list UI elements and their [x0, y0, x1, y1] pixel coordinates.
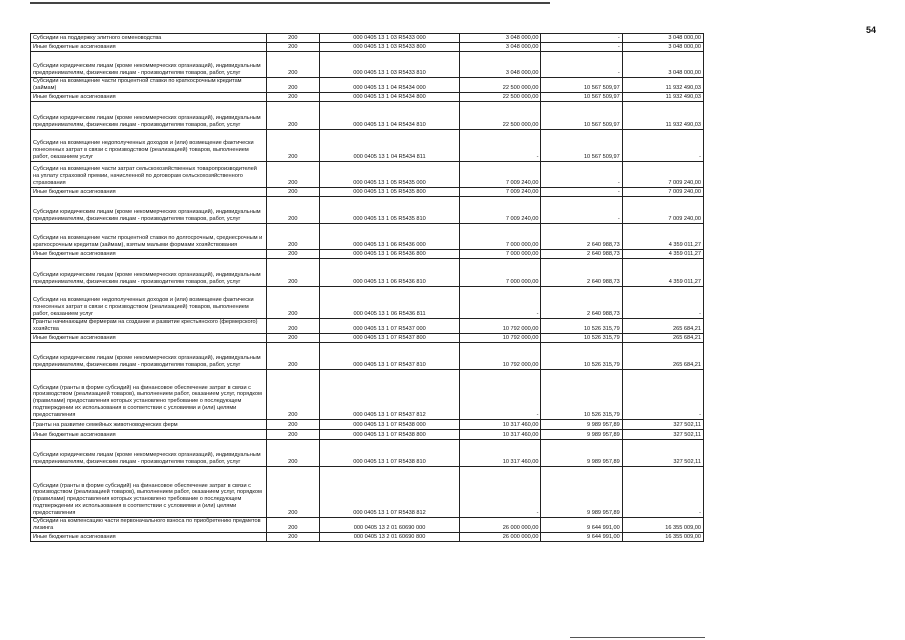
- row-admin-code-cell: 200: [266, 342, 319, 369]
- row-remaining-cell: -: [622, 369, 703, 419]
- row-admin-code-cell: 200: [266, 52, 319, 78]
- row-approved-cell: 7 009 240,00: [460, 161, 541, 187]
- table-row: [31, 92, 704, 101]
- row-name-cell: Субсидии на возмещение недополученных доходов и (или) возмещение фактически понесенных затрат в связи с производством (реализацией) товаров, выполнением работ, оказанием услуг: [31, 129, 267, 161]
- row-remaining-cell: 4 359 011,27: [622, 258, 703, 286]
- row-admin-code-cell: 200: [266, 34, 319, 43]
- row-admin-code-cell: 200: [266, 532, 319, 541]
- row-approved-cell: 10 792 000,00: [460, 318, 541, 333]
- row-name-cell: Субсидии юридическим лицам (кроме некоммерческих организаций), индивидуальным предпринимателям, физическим лицам - производителям товаров, работ, услуг: [31, 101, 267, 129]
- row-name-cell: Субсидии юридическим лицам (кроме некоммерческих организаций), индивидуальным предпринимателям, физическим лицам - производителям товаров, работ, услуг: [31, 439, 267, 466]
- row-name-cell: Иные бюджетные ассигнования: [31, 532, 267, 541]
- row-budget-code-cell: 000 0405 13 1 07 R5437 000: [319, 318, 459, 333]
- row-remaining-cell: 4 359 011,27: [622, 223, 703, 249]
- row-remaining-cell: 11 932 490,03: [622, 101, 703, 129]
- row-executed-cell: 10 567 509,97: [541, 78, 622, 93]
- row-executed-cell: -: [541, 52, 622, 78]
- row-approved-cell: 3 048 000,00: [460, 34, 541, 43]
- row-approved-cell: 7 009 240,00: [460, 187, 541, 196]
- row-executed-cell: 9 989 957,89: [541, 439, 622, 466]
- row-admin-code-cell: 200: [266, 196, 319, 223]
- row-executed-cell: 10 526 315,79: [541, 369, 622, 419]
- bottom-rule: [570, 637, 705, 638]
- row-executed-cell: 2 640 988,73: [541, 223, 622, 249]
- table-row: [31, 34, 704, 43]
- row-name-cell: Гранты на развитие семейных животноводческих ферм: [31, 419, 267, 429]
- row-remaining-cell: 265 684,21: [622, 342, 703, 369]
- table-row: [31, 52, 704, 78]
- row-name-cell: Субсидии на возмещение части затрат сельскохозяйственных товаропроизводителей на уплату страховой премии, начисленной по договорам сельскохозяйственного страхования: [31, 161, 267, 187]
- row-remaining-cell: 4 359 011,27: [622, 249, 703, 258]
- table-row: [31, 43, 704, 52]
- row-approved-cell: -: [460, 369, 541, 419]
- row-executed-cell: 10 567 509,97: [541, 92, 622, 101]
- row-name-cell: Иные бюджетные ассигнования: [31, 333, 267, 342]
- row-approved-cell: 3 048 000,00: [460, 52, 541, 78]
- row-remaining-cell: 7 009 240,00: [622, 187, 703, 196]
- row-remaining-cell: -: [622, 286, 703, 318]
- row-approved-cell: 22 500 000,00: [460, 92, 541, 101]
- row-budget-code-cell: 000 0405 13 1 06 R5436 000: [319, 223, 459, 249]
- row-name-cell: Иные бюджетные ассигнования: [31, 92, 267, 101]
- row-approved-cell: -: [460, 286, 541, 318]
- row-approved-cell: 10 792 000,00: [460, 333, 541, 342]
- row-executed-cell: -: [541, 34, 622, 43]
- row-name-cell: Субсидии на возмещение недополученных доходов и (или) возмещение фактически понесенных затрат в связи с производством (реализацией) товаров, выполнением работ, оказанием услуг: [31, 286, 267, 318]
- row-name-cell: Субсидии юридическим лицам (кроме некоммерческих организаций), индивидуальным предпринимателям, физическим лицам - производителям товаров, работ, услуг: [31, 342, 267, 369]
- table-row: [31, 286, 704, 318]
- row-budget-code-cell: 000 0405 13 1 05 R5435 810: [319, 196, 459, 223]
- table-row: [31, 129, 704, 161]
- row-approved-cell: -: [460, 466, 541, 517]
- row-budget-code-cell: 000 0405 13 1 06 R5436 800: [319, 249, 459, 258]
- row-budget-code-cell: 000 0405 13 1 07 R5438 000: [319, 419, 459, 429]
- page-number: 54: [866, 25, 877, 35]
- row-executed-cell: 9 989 957,89: [541, 429, 622, 439]
- row-admin-code-cell: 200: [266, 286, 319, 318]
- row-executed-cell: 9 989 957,89: [541, 466, 622, 517]
- table-row: [31, 419, 704, 429]
- row-admin-code-cell: 200: [266, 223, 319, 249]
- row-budget-code-cell: 000 0405 13 1 07 R5437 810: [319, 342, 459, 369]
- row-approved-cell: 10 792 000,00: [460, 342, 541, 369]
- row-remaining-cell: -: [622, 129, 703, 161]
- row-name-cell: Субсидии на возмещение части процентной ставки по краткосрочным кредитам (займам): [31, 78, 267, 93]
- table-row: [31, 249, 704, 258]
- row-remaining-cell: -: [622, 466, 703, 517]
- table-row: [31, 369, 704, 419]
- row-name-cell: Субсидии юридическим лицам (кроме некоммерческих организаций), индивидуальным предпринимателям, физическим лицам - производителям товаров, работ, услуг: [31, 52, 267, 78]
- row-name-cell: Субсидии на поддержку элитного семеноводства: [31, 34, 267, 43]
- table-row: [31, 223, 704, 249]
- row-budget-code-cell: 000 0405 13 1 07 R5438 812: [319, 466, 459, 517]
- row-budget-code-cell: 000 0405 13 1 03 R5433 000: [319, 34, 459, 43]
- row-budget-code-cell: 000 0405 13 1 04 R5434 000: [319, 78, 459, 93]
- row-name-cell: Иные бюджетные ассигнования: [31, 187, 267, 196]
- row-executed-cell: 2 640 988,73: [541, 249, 622, 258]
- table-row: [31, 258, 704, 286]
- row-admin-code-cell: 200: [266, 466, 319, 517]
- table-row: [31, 78, 704, 93]
- table-row: [31, 318, 704, 333]
- table-row: [31, 429, 704, 439]
- row-executed-cell: 10 567 509,97: [541, 101, 622, 129]
- row-admin-code-cell: 200: [266, 92, 319, 101]
- row-executed-cell: 2 640 988,73: [541, 258, 622, 286]
- row-budget-code-cell: 000 0405 13 1 07 R5438 810: [319, 439, 459, 466]
- row-remaining-cell: 11 932 490,03: [622, 92, 703, 101]
- row-executed-cell: 2 640 988,73: [541, 286, 622, 318]
- row-name-cell: Субсидии (гранты в форме субсидий) на финансовое обеспечение затрат в связи с производством (реализацией товаров), выполнением работ, оказанием услуг, порядком (правилами) предоставления которых установлено требование о последующем подтверждении их использования в соответствии с условиями и (или) целями предоставления: [31, 369, 267, 419]
- row-admin-code-cell: 200: [266, 369, 319, 419]
- row-name-cell: Субсидии юридическим лицам (кроме некоммерческих организаций), индивидуальным предпринимателям, физическим лицам - производителям товаров, работ, услуг: [31, 196, 267, 223]
- row-name-cell: Иные бюджетные ассигнования: [31, 43, 267, 52]
- row-approved-cell: 26 000 000,00: [460, 517, 541, 532]
- row-remaining-cell: 11 932 490,03: [622, 78, 703, 93]
- row-approved-cell: 10 317 460,00: [460, 429, 541, 439]
- row-executed-cell: 9 644 991,00: [541, 517, 622, 532]
- row-budget-code-cell: 000 0405 13 2 01 60690 000: [319, 517, 459, 532]
- table-row: [31, 439, 704, 466]
- row-executed-cell: -: [541, 161, 622, 187]
- row-admin-code-cell: 200: [266, 258, 319, 286]
- row-name-cell: Субсидии на возмещение части процентной ставки по долгосрочным, среднесрочным и краткосрочным кредитам (займам), взятым малыми формами хозяйствования: [31, 223, 267, 249]
- row-remaining-cell: 3 048 000,00: [622, 52, 703, 78]
- row-executed-cell: -: [541, 196, 622, 223]
- row-approved-cell: 26 000 000,00: [460, 532, 541, 541]
- row-admin-code-cell: 200: [266, 78, 319, 93]
- row-remaining-cell: 327 502,11: [622, 419, 703, 429]
- budget-table-body: [31, 34, 704, 542]
- row-executed-cell: 10 526 315,79: [541, 342, 622, 369]
- row-budget-code-cell: 000 0405 13 1 04 R5434 811: [319, 129, 459, 161]
- row-admin-code-cell: 200: [266, 249, 319, 258]
- budget-table: [30, 33, 704, 542]
- row-budget-code-cell: 000 0405 13 1 03 R5433 800: [319, 43, 459, 52]
- table-row: [31, 333, 704, 342]
- row-approved-cell: 10 317 460,00: [460, 419, 541, 429]
- row-executed-cell: 9 644 991,00: [541, 532, 622, 541]
- table-row: [31, 187, 704, 196]
- row-approved-cell: 22 500 000,00: [460, 101, 541, 129]
- table-row: [31, 466, 704, 517]
- row-admin-code-cell: 200: [266, 101, 319, 129]
- table-row: [31, 101, 704, 129]
- row-remaining-cell: 3 048 000,00: [622, 43, 703, 52]
- row-remaining-cell: 327 502,11: [622, 439, 703, 466]
- row-admin-code-cell: 200: [266, 419, 319, 429]
- table-row: [31, 161, 704, 187]
- row-admin-code-cell: 200: [266, 161, 319, 187]
- row-remaining-cell: 7 009 240,00: [622, 196, 703, 223]
- row-approved-cell: 10 317 460,00: [460, 439, 541, 466]
- row-name-cell: Иные бюджетные ассигнования: [31, 249, 267, 258]
- row-remaining-cell: 265 684,21: [622, 318, 703, 333]
- row-approved-cell: 3 048 000,00: [460, 43, 541, 52]
- row-executed-cell: 9 989 957,89: [541, 419, 622, 429]
- row-approved-cell: 7 009 240,00: [460, 196, 541, 223]
- row-remaining-cell: 7 009 240,00: [622, 161, 703, 187]
- row-admin-code-cell: 200: [266, 43, 319, 52]
- top-rule: [30, 2, 550, 4]
- row-budget-code-cell: 000 0405 13 1 06 R5436 811: [319, 286, 459, 318]
- row-admin-code-cell: 200: [266, 439, 319, 466]
- row-budget-code-cell: 000 0405 13 1 07 R5438 800: [319, 429, 459, 439]
- row-admin-code-cell: 200: [266, 429, 319, 439]
- row-budget-code-cell: 000 0405 13 1 07 R5437 800: [319, 333, 459, 342]
- row-remaining-cell: 16 355 009,00: [622, 532, 703, 541]
- row-budget-code-cell: 000 0405 13 1 04 R5434 800: [319, 92, 459, 101]
- row-admin-code-cell: 200: [266, 129, 319, 161]
- row-approved-cell: -: [460, 129, 541, 161]
- row-budget-code-cell: 000 0405 13 1 05 R5435 000: [319, 161, 459, 187]
- row-budget-code-cell: 000 0405 13 1 06 R5436 810: [319, 258, 459, 286]
- table-row: [31, 342, 704, 369]
- row-budget-code-cell: 000 0405 13 2 01 60690 800: [319, 532, 459, 541]
- row-admin-code-cell: 200: [266, 517, 319, 532]
- table-row: [31, 532, 704, 541]
- row-budget-code-cell: 000 0405 13 1 03 R5433 810: [319, 52, 459, 78]
- row-approved-cell: 7 000 000,00: [460, 223, 541, 249]
- row-admin-code-cell: 200: [266, 318, 319, 333]
- row-budget-code-cell: 000 0405 13 1 05 R5435 800: [319, 187, 459, 196]
- row-name-cell: Гранты начинающим фермерам на создание и развитие крестьянского (фермерского) хозяйства: [31, 318, 267, 333]
- row-name-cell: Субсидии на компенсацию части первоначального взноса по приобретению предметов лизинга: [31, 517, 267, 532]
- row-budget-code-cell: 000 0405 13 1 04 R5434 810: [319, 101, 459, 129]
- row-name-cell: Субсидии юридическим лицам (кроме некоммерческих организаций), индивидуальным предпринимателям, физическим лицам - производителям товаров, работ, услуг: [31, 258, 267, 286]
- row-executed-cell: -: [541, 43, 622, 52]
- row-executed-cell: -: [541, 187, 622, 196]
- row-admin-code-cell: 200: [266, 187, 319, 196]
- row-admin-code-cell: 200: [266, 333, 319, 342]
- row-executed-cell: 10 526 315,79: [541, 333, 622, 342]
- row-approved-cell: 22 500 000,00: [460, 78, 541, 93]
- row-name-cell: Иные бюджетные ассигнования: [31, 429, 267, 439]
- row-name-cell: Субсидии (гранты в форме субсидий) на финансовое обеспечение затрат в связи с производством (реализацией товаров), выполнением работ, оказанием услуг, порядком (правилами) предоставления которых установлено требование о последующем подтверждении их использования в соответствии с условиями и (или) целями предоставления: [31, 466, 267, 517]
- row-budget-code-cell: 000 0405 13 1 07 R5437 812: [319, 369, 459, 419]
- row-remaining-cell: 3 048 000,00: [622, 34, 703, 43]
- row-approved-cell: 7 000 000,00: [460, 249, 541, 258]
- row-remaining-cell: 327 502,11: [622, 429, 703, 439]
- row-executed-cell: 10 567 509,97: [541, 129, 622, 161]
- row-remaining-cell: 265 684,21: [622, 333, 703, 342]
- row-executed-cell: 10 526 315,79: [541, 318, 622, 333]
- row-approved-cell: 7 000 000,00: [460, 258, 541, 286]
- table-row: [31, 196, 704, 223]
- row-remaining-cell: 16 355 009,00: [622, 517, 703, 532]
- table-row: [31, 517, 704, 532]
